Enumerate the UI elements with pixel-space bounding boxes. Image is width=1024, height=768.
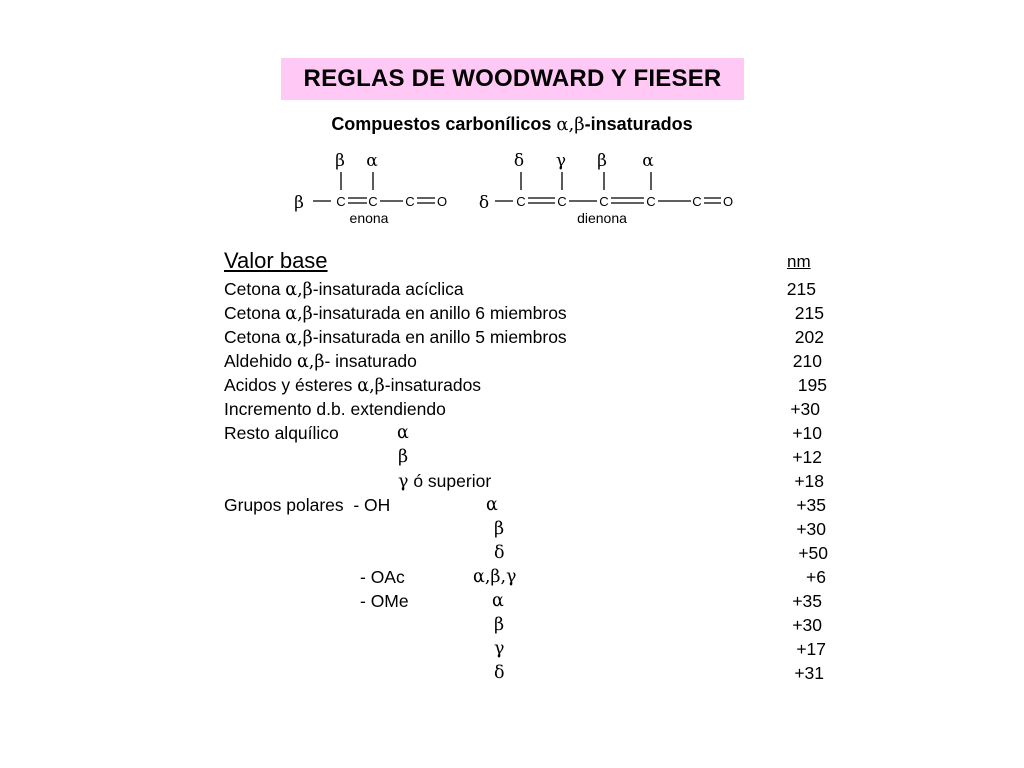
table-row xyxy=(224,447,844,471)
row-position: β xyxy=(398,447,409,467)
row-rest: -insaturada en anillo 5 miembros xyxy=(312,327,567,347)
dienona-atom-c5: C xyxy=(692,194,702,209)
enona-top-alpha: α xyxy=(366,151,378,171)
enona-side-beta: β xyxy=(294,193,304,213)
dienona-top-alpha: α xyxy=(642,151,654,171)
row-position: δ xyxy=(494,543,505,563)
row-rest: -insaturada en anillo 6 miembros xyxy=(312,303,567,323)
nm-header: nm xyxy=(787,252,811,271)
row-greek: α,β xyxy=(285,328,313,348)
row-value: +18 xyxy=(794,471,824,491)
table-row xyxy=(224,375,844,399)
row-position: γ xyxy=(494,639,505,659)
row-value: 195 xyxy=(797,375,827,395)
row-label: Cetona xyxy=(224,303,286,323)
table-row xyxy=(224,567,844,591)
subtitle-greek: α,β xyxy=(556,114,585,135)
row-value: +31 xyxy=(794,663,824,683)
row-value: +17 xyxy=(796,639,826,659)
table-row xyxy=(224,591,844,615)
row-value: 202 xyxy=(794,327,824,347)
dienona-top-beta: β xyxy=(597,151,607,171)
dienona-side-delta: δ xyxy=(478,193,490,213)
row-position-rest: ó superior xyxy=(408,471,492,491)
row-position: γ xyxy=(398,472,409,492)
enona-atom-c1: C xyxy=(336,194,346,209)
table-row xyxy=(224,495,844,519)
dienona-structure xyxy=(479,151,733,226)
row-greek: α,β xyxy=(296,352,325,372)
row-position: β xyxy=(494,615,505,635)
row-position: α xyxy=(492,591,504,611)
row-value: +50 xyxy=(798,543,828,563)
table-row xyxy=(224,279,844,303)
row-label: - OAc xyxy=(360,567,405,587)
row-position: α,β,γ xyxy=(473,567,517,587)
row-value: +12 xyxy=(792,447,822,467)
row-value: +30 xyxy=(792,615,822,635)
row-label: Resto alquílico xyxy=(224,423,339,443)
table-row xyxy=(224,423,844,447)
dienona-atom-c3: C xyxy=(599,194,609,209)
row-label: Acidos y ésteres xyxy=(224,375,358,395)
row-value: +10 xyxy=(792,423,822,443)
row-position: α xyxy=(486,495,498,515)
dienona-top-gamma: γ xyxy=(555,151,567,171)
dienona-atom-c1: C xyxy=(516,194,526,209)
row-value: +35 xyxy=(792,591,822,611)
table-row xyxy=(224,543,844,567)
row-value: +30 xyxy=(796,519,826,539)
enona-atom-c2: C xyxy=(368,194,378,209)
row-position: β xyxy=(494,519,505,539)
table-row xyxy=(224,399,844,423)
row-label: - OMe xyxy=(360,591,409,611)
enona-label: enona xyxy=(349,210,389,226)
dienona-label: dienona xyxy=(577,210,627,226)
row-rest: - insaturado xyxy=(324,351,417,371)
dienona-top-delta: δ xyxy=(513,151,525,171)
table-row xyxy=(224,303,844,327)
row-label: Cetona xyxy=(224,279,286,299)
page-title: REGLAS DE WOODWARD Y FIESER xyxy=(303,65,722,92)
row-value: +35 xyxy=(796,495,826,515)
row-value: 210 xyxy=(792,351,822,371)
row-value: 215 xyxy=(786,279,816,299)
table-row xyxy=(224,615,844,639)
subtitle-suffix: -insaturados xyxy=(584,114,693,134)
enona-atom-o: O xyxy=(436,194,448,209)
table-row xyxy=(224,639,844,663)
structures-diagram xyxy=(0,0,1024,240)
enona-top-beta: β xyxy=(335,151,345,171)
row-label: Incremento d.b. extendiendo xyxy=(224,399,446,419)
dienona-atom-c4: C xyxy=(646,194,656,209)
table-row xyxy=(224,351,844,375)
row-value: 215 xyxy=(794,303,824,323)
row-greek: α,β xyxy=(357,376,385,396)
dienona-atom-c2: C xyxy=(557,194,567,209)
enona-structure xyxy=(294,151,447,226)
row-greek: α,β xyxy=(285,304,313,324)
row-label: Cetona xyxy=(224,327,286,347)
row-greek: α,β xyxy=(285,280,313,300)
row-rest: -insaturados xyxy=(384,375,482,395)
valor-base-header: Valor base xyxy=(224,248,328,273)
table-row xyxy=(224,327,844,351)
table-row xyxy=(224,471,844,495)
row-value: +30 xyxy=(790,399,820,419)
row-rest: -insaturada acíclica xyxy=(312,279,464,299)
row-label: Aldehido xyxy=(224,351,297,371)
row-position: δ xyxy=(494,663,505,683)
enona-atom-c3: C xyxy=(405,194,415,209)
row-label: Grupos polares - OH xyxy=(224,495,391,515)
row-value: +6 xyxy=(806,567,826,587)
row-position: α xyxy=(397,423,409,443)
subtitle-text: Compuestos carbonílicos xyxy=(331,114,557,134)
table-row xyxy=(224,519,844,543)
table-row xyxy=(224,663,844,687)
dienona-atom-o: O xyxy=(722,194,734,209)
